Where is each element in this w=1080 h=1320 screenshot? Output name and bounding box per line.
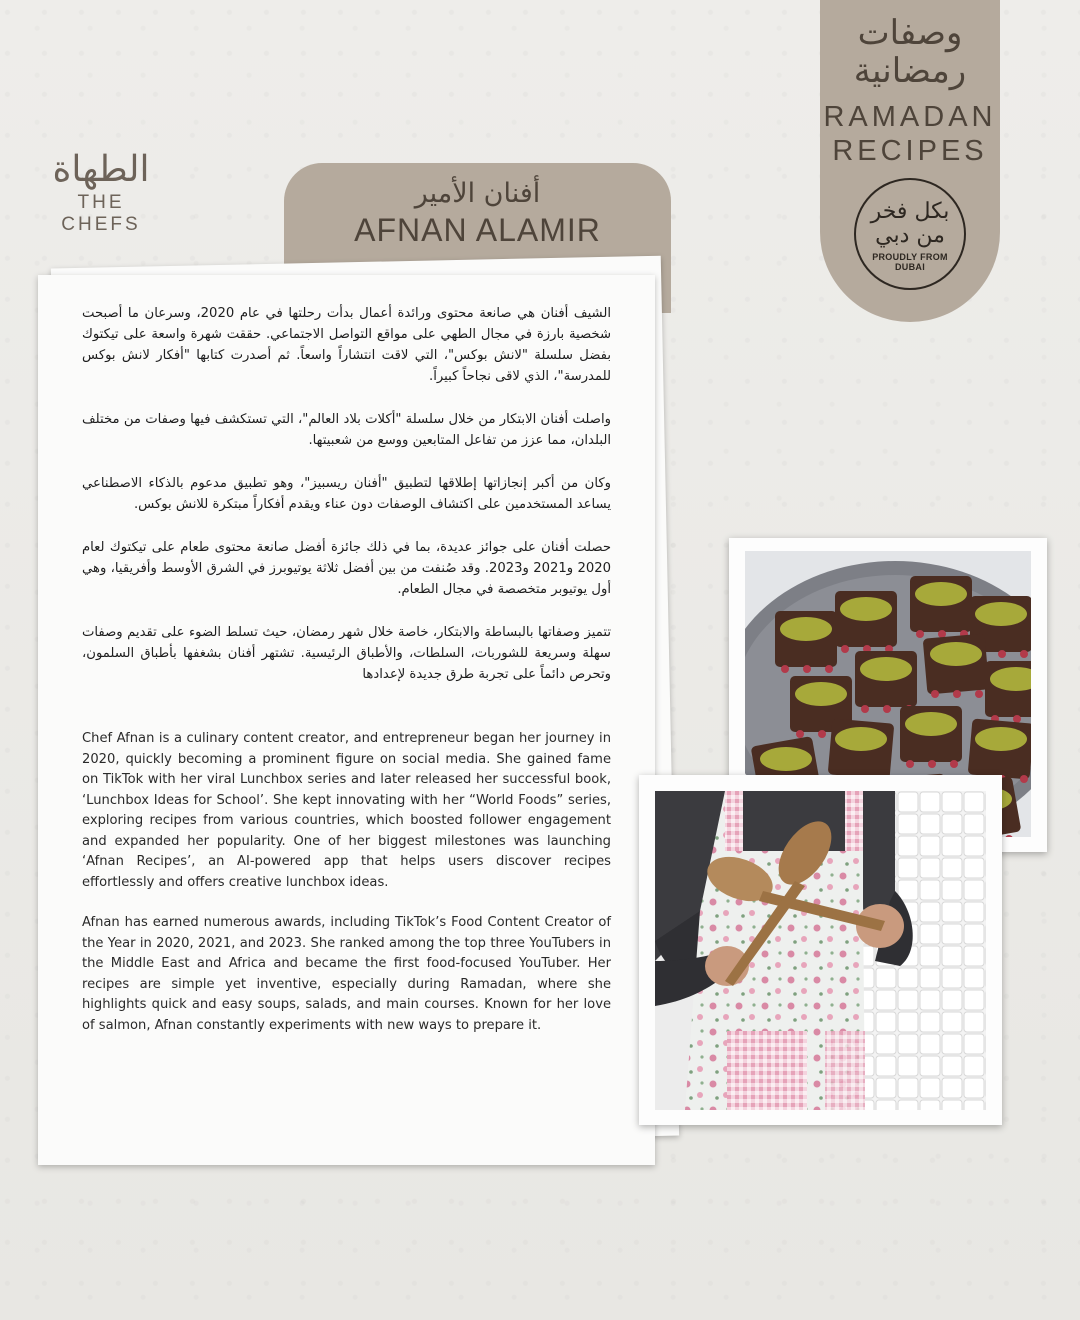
rose-petal (998, 650, 1006, 658)
seal-english: PROUDLY FROM DUBAI (872, 252, 948, 272)
series-english-line2: RECIPES (832, 135, 988, 167)
rose-petal (818, 730, 826, 738)
seal-arabic-line1: بكل فخر (870, 199, 950, 224)
pistachio-topping (840, 597, 892, 621)
pistachio-topping (915, 582, 967, 606)
proudly-from-dubai-seal (854, 178, 966, 290)
pistachio-topping (860, 657, 912, 681)
rose-petal (928, 760, 936, 768)
brand-logo (36, 150, 166, 236)
arabic-paragraph: وكان من أكبر إنجازاتها إطلاقها لتطبيق "أفنان ريسبيز"، وهو تطبيق مدعوم بالذكاء الاصطناعي يساعد المستخدمين على اكتشاف الوصفات دون عناء ويقدم أفكاراً مبتكرة للانش بوكس. (82, 476, 611, 512)
rose-petal (861, 705, 869, 713)
rose-petal (803, 665, 811, 673)
rose-petal (1020, 775, 1028, 783)
chef-photo (655, 791, 986, 1110)
pistachio-topping (795, 682, 847, 706)
rose-petal (906, 760, 914, 768)
rose-petal (796, 730, 804, 738)
chef-name-arabic: أفنان الأمير (414, 178, 541, 209)
pistachio-topping (930, 642, 982, 666)
arabic-paragraph: الشيف أفنان هي صانعة محتوى ورائدة أعمال بدأت رحلتها في عام 2020، وسرعان ما أصبحت شخصية بارزة في مجال الطهي على مواقع التواصل الاجتماعي. حققت شهرة واسعة على تيكتوك بفضل سلسلة "لانش بوكس"، التي لاقت انتشاراً واسعاً. ثم أصدرت كتابها "أفكار لانش بوكس للمدرسة"، الذي لاقى نجاحاً كبيراً. (82, 306, 612, 384)
rose-petal (1020, 650, 1028, 658)
chef-name-english: AFNAN ALAMIR (354, 212, 601, 248)
english-paragraph: Afnan has earned numerous awards, including TikTok’s Food Content Creator of the Year in 2020, 2021, and 2023. She ranked among the top three YouTubers in the Middle East and Africa and became the first food-focused YouTuber. Her recipes are simple yet inventive, especially during Ramadan, where she highlights quick and easy soups, salads, and main courses. Known for her love of salmon, Afnan constantly experiments with new ways to prepare it. (82, 915, 611, 1033)
rose-petal (781, 665, 789, 673)
pistachio-topping (760, 747, 812, 771)
series-arabic-line1: وصفات (857, 13, 963, 53)
pistachio-topping (835, 727, 887, 751)
arabic-paragraph: حصلت أفنان على جوائز عديدة، بما في ذلك جائزة أفضل صانعة محتوى طعام على تيكتوك لعام 2020 و2021 و2023. وقد صُنفت من بين أفضل ثلاثة يوتيوبرز في الشرق الأوسط وأفريقيا، وهي أول يوتيوبر متخصصة في مجال الطعام. (82, 540, 611, 597)
pistachio-topping (975, 602, 1027, 626)
brand-arabic: الطهاة (52, 149, 150, 190)
arabic-bio (82, 303, 611, 707)
rose-petal (931, 690, 939, 698)
rose-petal (938, 630, 946, 638)
arabic-paragraph: واصلت أفنان الابتكار من خلال سلسلة "أكلات بلاد العالم"، التي تستكشف فيها وصفات من مختلف البلدان، مما عزز من تفاعل المتابعين ووسع من شعبيتها. (82, 412, 611, 448)
rose-petal (841, 645, 849, 653)
rose-petal (975, 690, 983, 698)
rose-petal (953, 690, 961, 698)
pistachio-topping (975, 727, 1027, 751)
english-bio (82, 729, 611, 1056)
seal-arabic-line2: من دبي (875, 223, 945, 248)
rose-petal (950, 760, 958, 768)
pistachio-topping (780, 617, 832, 641)
rose-petal (825, 665, 833, 673)
series-arabic-line2: رمضانية (853, 51, 967, 91)
rose-petal (1013, 715, 1021, 723)
rose-petal (916, 630, 924, 638)
rose-petal (883, 705, 891, 713)
english-paragraph: Chef Afnan is a culinary content creator, and entrepreneur began her journey in 2020, quickly becoming a prominent figure on social media. She gained fame on TikTok with her viral Lunchbox series and later released her successful book, ‘Lunchbox Ideas for School’. She kept innovating with her “World Foods” series, exploring recipes from various countries, which boosted follower engagement and expanded her popularity. One of her biggest milestones was launching ‘Afnan Recipes’, an AI-powered app that helps users discover recipes effortlessly and offers creative lunchbox ideas. (82, 731, 611, 890)
pistachio-topping (905, 712, 957, 736)
series-english-line1: RAMADAN (823, 101, 997, 133)
brand-english: THE CHEFS (61, 192, 141, 235)
arabic-paragraph: تتميز وصفاتها بالبساطة والابتكار، خاصة خلال شهر رمضان، حيث تسلط الضوء على تقديم وصفات سهلة وسريعة للشوربات، السلطات، والأطباق الرئيسية. تشتهر أفنان بشغفها بأطباق السلمون، وتحرص دائماً على تجربة طرق جديدة لإعدادها (82, 625, 611, 682)
